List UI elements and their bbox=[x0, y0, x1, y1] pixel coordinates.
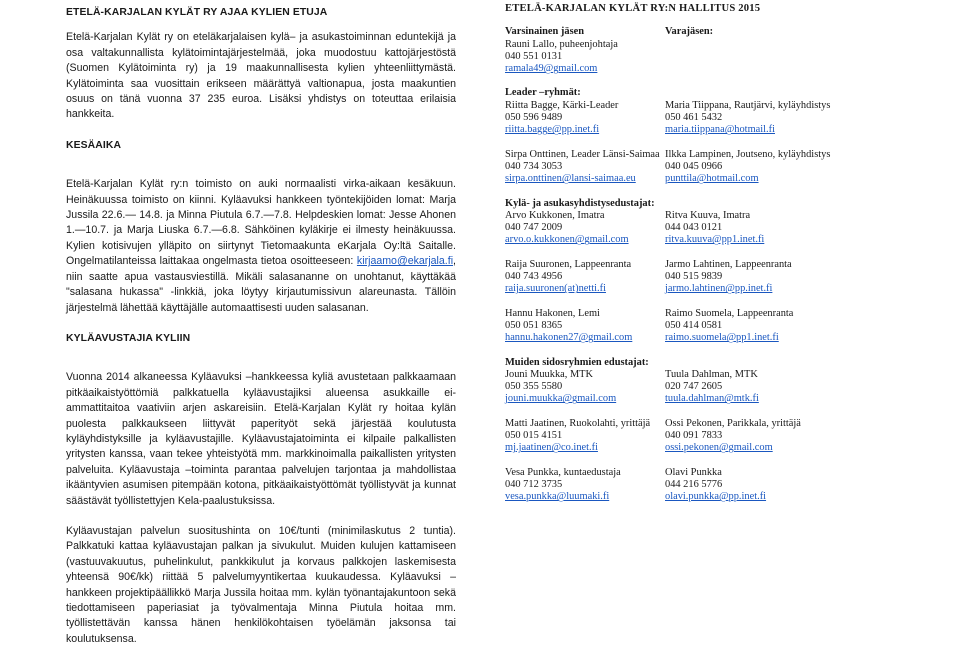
group-label: Kylä- ja asukasyhdistysedustajat: bbox=[505, 197, 655, 209]
assist-heading: KYLÄAVUSTAJIA KYLIIN bbox=[66, 332, 191, 344]
deputy-entry bbox=[665, 149, 925, 186]
deputy-entry bbox=[665, 357, 925, 406]
email-link[interactable]: olavi.punkka@pp.inet.fi bbox=[665, 491, 767, 503]
group-label: Leader –ryhmät: bbox=[505, 87, 581, 99]
email-link-kirjaamo[interactable]: kirjaamo@ekarjala.fi bbox=[356, 255, 454, 268]
board-row bbox=[505, 198, 925, 247]
board-title: ETELÄ-KARJALAN KYLÄT RY:N HALLITUS 2015 bbox=[505, 3, 761, 14]
member-text: Riitta Bagge, Kärki-Leader bbox=[505, 99, 619, 111]
member-text: Vesa Punkka, kuntaedustaja bbox=[505, 466, 621, 478]
left-column bbox=[66, 0, 456, 662]
member-text: Tuula Dahlman, MTK bbox=[665, 368, 758, 380]
email-link[interactable]: tuula.dahlman@mtk.fi bbox=[665, 393, 759, 405]
board-row bbox=[505, 418, 925, 455]
member-text: Olavi Punkka bbox=[665, 466, 722, 478]
board-row bbox=[505, 259, 925, 296]
member-text: Maria Tiippana, Rautjärvi, kyläyhdistys bbox=[665, 99, 831, 111]
member-text: Hannu Hakonen, Lemi bbox=[505, 307, 600, 319]
deputy-entry bbox=[665, 87, 925, 136]
email-link[interactable]: jarmo.lahtinen@pp.inet.fi bbox=[665, 283, 773, 295]
member-entry bbox=[505, 259, 665, 296]
email-link[interactable]: arvo.o.kukkonen@gmail.com bbox=[505, 234, 629, 246]
member-text bbox=[665, 198, 925, 210]
member-text bbox=[665, 87, 925, 99]
deputy-entry bbox=[665, 418, 925, 455]
member-text bbox=[665, 357, 925, 369]
deputy-entry bbox=[665, 467, 925, 504]
email-link[interactable]: punttila@hotmail.com bbox=[665, 173, 759, 185]
member-text: 040 045 0966 bbox=[665, 160, 723, 172]
member-text: Ritva Kuuva, Imatra bbox=[665, 209, 751, 221]
email-link[interactable]: hannu.hakonen27@gmail.com bbox=[505, 332, 633, 344]
member-text: 050 015 4151 bbox=[505, 430, 563, 442]
member-text: Raija Suuronen, Lappeenranta bbox=[505, 258, 632, 270]
email-link[interactable]: maria.tiippana@hotmail.fi bbox=[665, 124, 775, 136]
member-text: 050 355 5580 bbox=[505, 381, 563, 393]
board-row bbox=[505, 149, 925, 186]
member-entry bbox=[505, 87, 665, 136]
member-text: 044 043 0121 bbox=[665, 222, 723, 234]
member-text: Ilkka Lampinen, Joutseno, kyläyhdistys bbox=[665, 148, 831, 160]
assist-paragraph-2: Kyläavustajan palvelun suositushinta on 10€/tunti (minimilaskutus 2 tuntia). Palkkatuki kattaa kyläavustajan palkan ja sivukulut. Muiden kulujen kattamiseen (vastuuvakuutus, puhelinkulut, pankkikulut ja korvaus palkkojen laskemisesta yhteensä 90€/kk) riittää 5 palvelumyyntikertaa kuukaudessa. Kyläavuksi –hankkeen projektipäällikkö Marja Jussila hoitaa mm. kylän työnantajakuntoon sekä tiedottamiseen paperiasiat ja työvalmentaja Minna Piutula hoitaa mm. työllistettävän kanssa hänen henkilökohtaisen työelämän jaksonsa tai koulutuksensa. bbox=[66, 524, 456, 645]
member-text: 040 734 3053 bbox=[505, 160, 563, 172]
deputy-entry bbox=[665, 26, 925, 75]
email-link[interactable]: sirpa.onttinen@lansi-saimaa.eu bbox=[505, 173, 636, 185]
board-row bbox=[505, 87, 925, 136]
email-link[interactable]: vesa.punkka@luumaki.fi bbox=[505, 491, 610, 503]
member-text: 040 743 4956 bbox=[505, 271, 563, 283]
member-text: 050 596 9489 bbox=[505, 112, 563, 124]
member-text: Raimo Suomela, Lappeenranta bbox=[665, 307, 794, 319]
email-link[interactable]: mj.jaatinen@co.inet.fi bbox=[505, 442, 598, 454]
member-text: Jouni Muukka, MTK bbox=[505, 368, 594, 380]
member-entry bbox=[505, 418, 665, 455]
assist-paragraph-1: Vuonna 2014 alkaneessa Kyläavuksi –hankkeessa kyliä avustetaan palkkaamaan pitkäaikaistyöttömiä palkkatuella kyläavustajiksi alueensa asukkaille ei-ammattitaitoa vaativiin arjen askareisiin. Etelä-Karjalan Kylät ry hoitaa kylän puolesta palkkaukseen liittyvät paperityöt sekä järjestää koulutusta kyläyhdistyksille ja kyläavustajille. Kyläavustajatoiminta ei kilpaile palkallisten yritysten kanssa, vaan tekee yhteistyötä mm. markkinoimalla paikallisten yritysten palveluita. Kyläavustaja –toiminta parantaa palvelujen tarjontaa ja mahdollistaa ikääntyvien asumisen pitempään kotona, pitkäaikaistyöttömät työllistyvät ja kunnat säästävät työllistettyjen Kela-paalustuksissa. bbox=[66, 371, 456, 507]
member-entry bbox=[505, 26, 665, 75]
member-text: Rauni Lallo, puheenjohtaja bbox=[505, 38, 618, 50]
article-title: ETELÄ-KARJALAN KYLÄT RY AJAA KYLIEN ETUJA bbox=[66, 7, 328, 18]
member-text: 050 414 0581 bbox=[665, 319, 723, 331]
deputy-entry bbox=[665, 308, 925, 345]
member-entry bbox=[505, 198, 665, 247]
board-row bbox=[505, 26, 925, 75]
member-text: 020 747 2605 bbox=[665, 381, 723, 393]
email-link[interactable]: ritva.kuuva@pp1.inet.fi bbox=[665, 234, 765, 246]
member-text: 044 216 5776 bbox=[665, 478, 723, 490]
member-text: 040 551 0131 bbox=[505, 50, 563, 62]
summer-text-start: Etelä-Karjalan Kylät ry:n toimisto on auki normaalisti virka-aikaan kesäkuun. Heinäkuussa toimisto on kiinni. Kyläavuksi hankkeen työntekijöiden lomat: Marja Jussila 22.6.— 14.8. ja Minna Piutula 6.7.—7.8. Helpdeskien lomat: Jesse Ahonen 1.—10.7. ja Marja Liuska 6.7.—6.8. Sähköinen kyläkirje ei ilmesty heinäkuussa. Kylien kotisivujen ylläpito on siirtynyt Tietomaakunta eKarjala Oy:ltä Saitalle. Ongelmatilanteissa laittakaa ongelmasta tietoa osoitteeseen: bbox=[66, 178, 456, 268]
summer-heading: KESÄAIKA bbox=[66, 139, 122, 151]
member-entry bbox=[505, 308, 665, 345]
member-text: Jarmo Lahtinen, Lappeenranta bbox=[665, 258, 792, 270]
member-text: Arvo Kukkonen, Imatra bbox=[505, 209, 605, 221]
email-link[interactable]: ramala49@gmail.com bbox=[505, 63, 598, 75]
group-label: Varajäsen: bbox=[665, 26, 714, 38]
member-text: 040 515 9839 bbox=[665, 271, 723, 283]
member-entry bbox=[505, 149, 665, 186]
email-link[interactable]: ossi.pekonen@gmail.com bbox=[665, 442, 773, 454]
member-text: 050 051 8365 bbox=[505, 319, 563, 331]
member-text: 050 461 5432 bbox=[665, 112, 723, 124]
intro-paragraph: Etelä-Karjalan Kylät ry on eteläkarjalaisen kylä– ja asukastoiminnan eduntekijä ja osa valtakunnallista kylätoimintajärjestelmää, joka muodostuu kattojärjestöstä (Suomen Kylätoiminta ry) ja 19 maakunnallisesta kylien yhteenliittymästä. Kylätoiminta saa vuosittain erikseen määrättyä valtionapua, josta maakuntien osuus on tänä vuonna 37 235 euroa. Lisäksi yhdistys on toteuttaa erilaisia hankkeita. bbox=[66, 31, 456, 121]
summer-text-end: , niin saatte apua vastausviestillä. Mikäli salasananne on unohtanut, käyttäkää "salasana hukassa" -linkkiä, joka löytyy kirjautumissivun alareunasta. Tällöin järjestelmä lähettää käyttäjälle automaattisesti uuden salasanan. bbox=[66, 255, 456, 314]
group-label: Varsinainen jäsen bbox=[505, 26, 585, 38]
group-label: Muiden sidosryhmien edustajat: bbox=[505, 356, 649, 368]
board-row bbox=[505, 357, 925, 406]
email-link[interactable]: riitta.bagge@pp.inet.fi bbox=[505, 124, 600, 136]
deputy-entry bbox=[665, 198, 925, 247]
member-entry bbox=[505, 357, 665, 406]
summer-paragraph bbox=[66, 177, 456, 316]
member-text: Matti Jaatinen, Ruokolahti, yrittäjä bbox=[505, 417, 651, 429]
board-row bbox=[505, 467, 925, 504]
board-row bbox=[505, 308, 925, 345]
member-text: 040 091 7833 bbox=[665, 430, 723, 442]
board-column bbox=[505, 0, 925, 516]
email-link[interactable]: raija.suuronen(at)netti.fi bbox=[505, 283, 606, 295]
member-entry bbox=[505, 467, 665, 504]
member-text: 040 712 3735 bbox=[505, 478, 563, 490]
email-link[interactable]: raimo.suomela@pp1.inet.fi bbox=[665, 332, 779, 344]
board-rows bbox=[505, 26, 925, 503]
member-text: Sirpa Onttinen, Leader Länsi-Saimaa bbox=[505, 148, 660, 160]
deputy-entry bbox=[665, 259, 925, 296]
member-text: 040 747 2009 bbox=[505, 222, 563, 234]
email-link[interactable]: jouni.muukka@gmail.com bbox=[505, 393, 617, 405]
member-text: Ossi Pekonen, Parikkala, yrittäjä bbox=[665, 417, 801, 429]
